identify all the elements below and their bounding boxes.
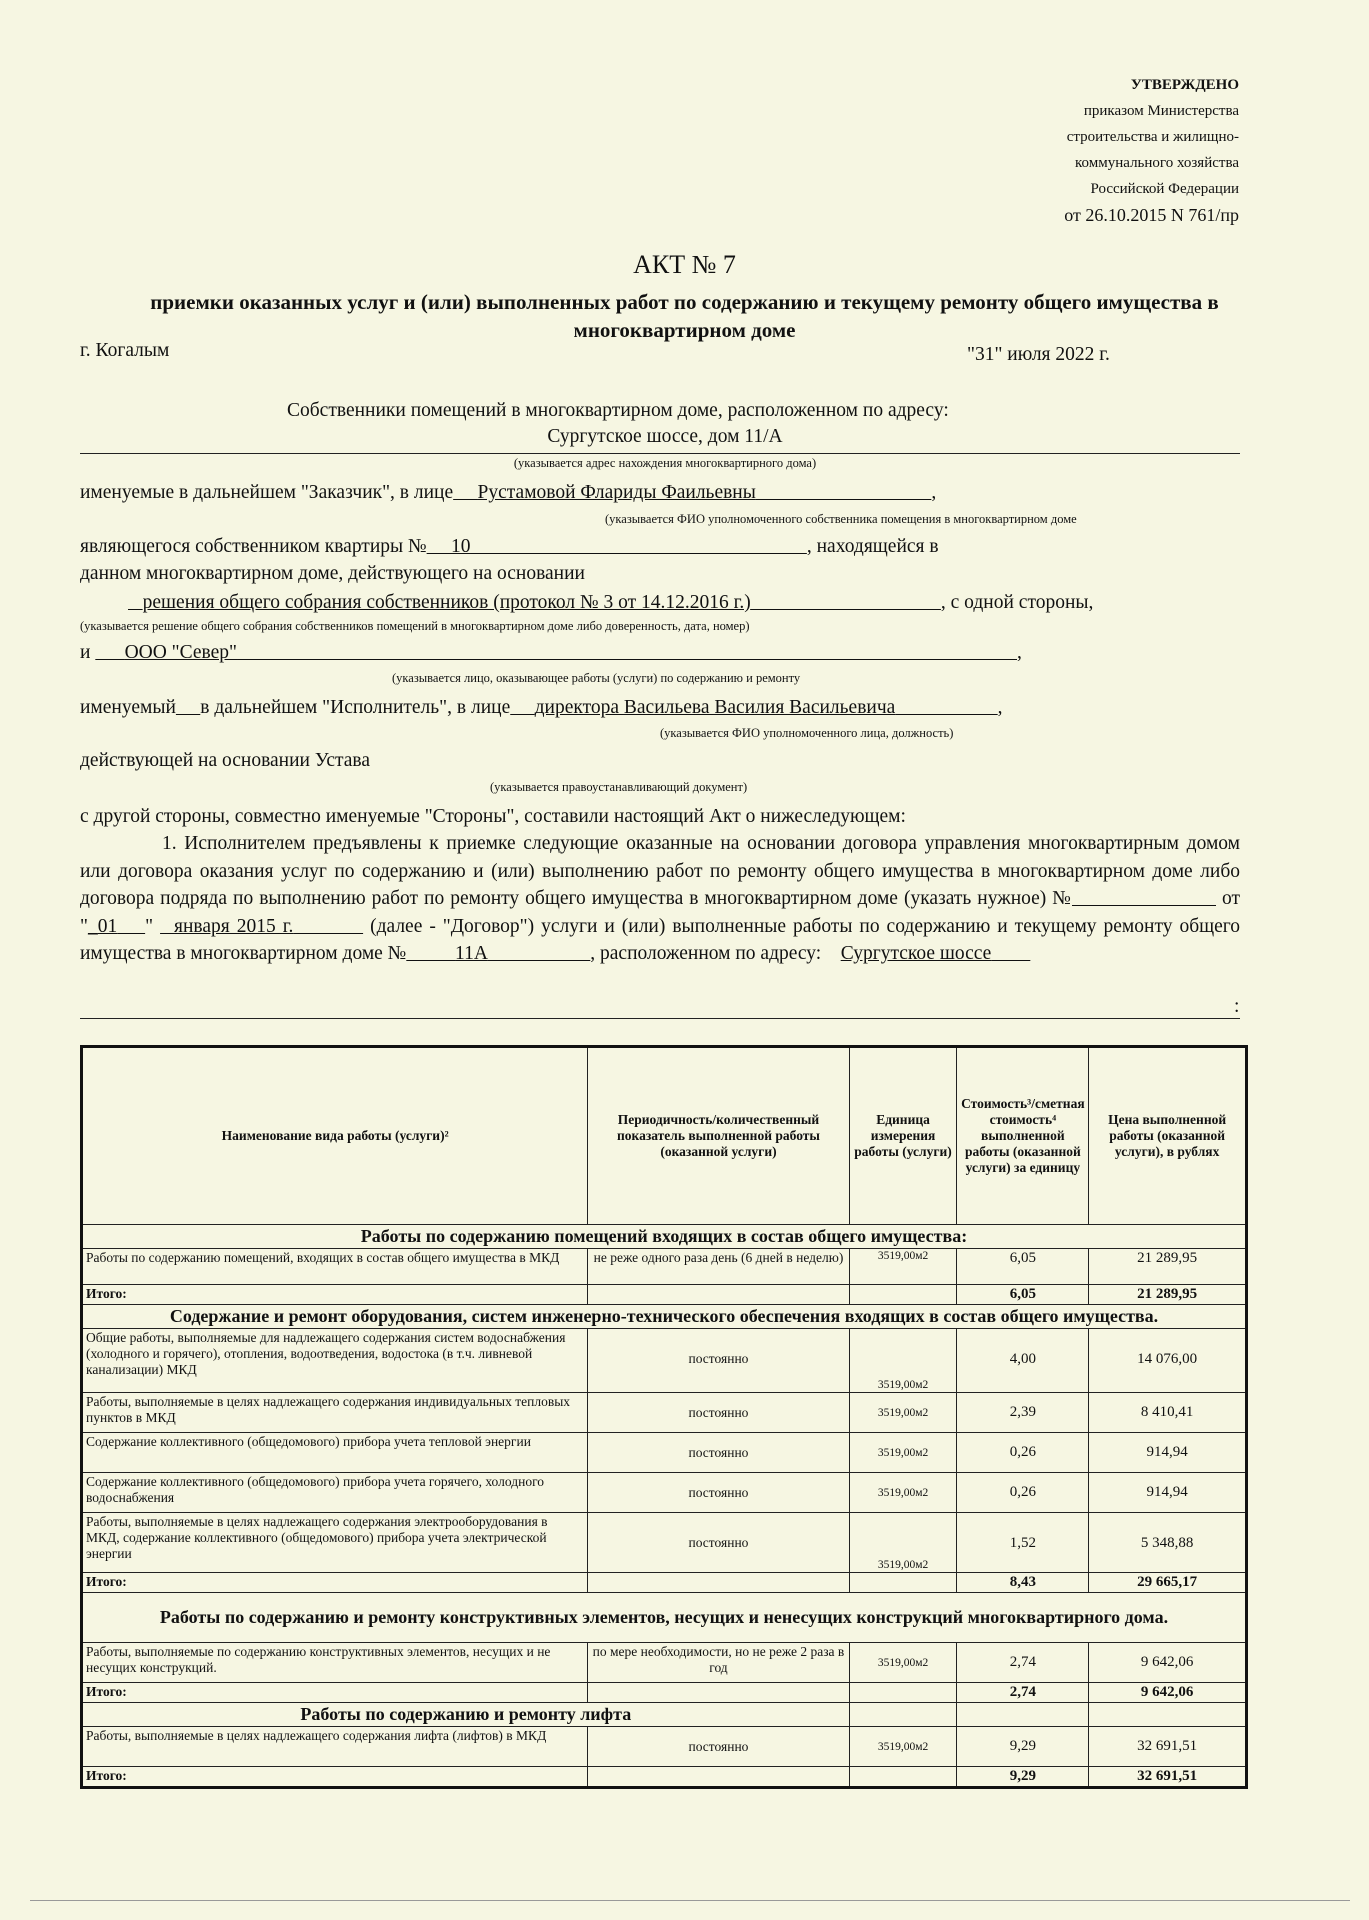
table-row: Содержание коллективного (общедомового) прибора учета горячего, холодного водоснабжения постоянно 3519,00м2 0,26 914,94 xyxy=(82,1473,1247,1513)
clause-1: 1. Исполнителем предъявлены к приемке следующие оказанные на основании договора управления многоквартирным домом или договора оказания услуг по содержанию и (или) выполнению работ по ремонту общего имущества в многоквартирном доме либо договора подряда по выполнению работ по ремонту общего имущества в многоквартирном доме (указать нужное) № от "_01 " января 2015 г. (далее - "Договор") услуги и (или) выполненные работы по содержанию и текущему ремонту общего имущества в многоквартирном доме № 11А , расположенном по адресу: Сургутское шоссе xyxy=(80,833,1241,964)
works-table xyxy=(80,1045,1248,1789)
section-title: Содержание и ремонт оборудования, систем инженерно-технического обеспечения входящих в состав общего имущества. xyxy=(82,1305,1247,1329)
act-title: АКТ № 7 xyxy=(633,250,736,279)
table-row: Работы, выполняемые в целях надлежащего содержания индивидуальных тепловых пунктов в МКД постоянно 3519,00м2 2,39 8 410,41 xyxy=(82,1393,1247,1433)
customer-basis-intro: данном многоквартирном доме, действующего на основании xyxy=(80,563,585,584)
approval-order: от 26.10.2015 N 761/пр xyxy=(1064,205,1239,225)
table-row: Общие работы, выполняемые для надлежащего содержания систем водоснабжения (холодного и горячего), отопления, водоотведения, водостока (в т.ч. ливневой канализации) МКД постоянно 3519,00м2 4,00 14 076,00 xyxy=(82,1329,1247,1393)
act-subtitle: приемки оказанных услуг и (или) выполненных работ по содержанию и текущему ремонту общего имущества в многоквартирном доме xyxy=(150,290,1219,342)
customer-line: именуемые в дальнейшем "Заказчик", в лице Рустамовой Флариды Фаильевны , xyxy=(80,482,937,503)
table-row: Содержание коллективного (общедомового) прибора учета тепловой энергии постоянно 3519,00м2 0,26 914,94 xyxy=(82,1433,1247,1473)
total-row: Итого: 9,29 32 691,51 xyxy=(82,1767,1247,1788)
other-side-line: с другой стороны, совместно именуемые "Стороны", составили настоящий Акт о нижеследующем: xyxy=(80,806,906,827)
section-title: Работы по содержанию помещений входящих в состав общего имущества: xyxy=(82,1225,1247,1249)
header-price: Цена выполненной работы (оказанной услуги), в рублях xyxy=(1089,1047,1247,1225)
contractor-basis-hint: (указывается правоустанавливающий документ) xyxy=(490,780,748,794)
total-row: Итого: 6,05 21 289,95 xyxy=(82,1285,1247,1305)
approval-line: Российской Федерации xyxy=(1090,181,1239,197)
table-row: Работы по содержанию помещений, входящих в состав общего имущества в МКД не реже одного раза день (6 дней в неделю) 3519,00м2 6,05 21 289,95 xyxy=(82,1249,1247,1285)
contractor-rep-line: именуемый в дальнейшем "Исполнитель", в лице директора Васильева Василия Васильевича , xyxy=(80,697,1003,718)
table-row: Работы, выполняемые по содержанию конструктивных элементов, несущих и не несущих конструкций. по мере необходимости, но не реже 2 раза в год 3519,00м2 2,74 9 642,06 xyxy=(82,1643,1247,1683)
approval-title: УТВЕРЖДЕНО xyxy=(1130,77,1239,93)
page-edge-line xyxy=(30,1900,1350,1901)
contractor-rep-name: директора Васильева Василия Васильевича xyxy=(534,697,896,718)
section-title: Работы по содержанию и ремонту конструктивных элементов, несущих и ненесущих конструкций многоквартирного дома. xyxy=(82,1593,1247,1643)
header-name: Наименование вида работы (услуги)² xyxy=(82,1047,588,1225)
approval-block xyxy=(1064,72,1239,228)
apartment-line: являющегося собственником квартиры № 10 , находящейся в xyxy=(80,536,939,557)
section-title: Работы по содержанию и ремонту лифта xyxy=(82,1703,850,1727)
header-unit: Единица измерения работы (услуги) xyxy=(849,1047,957,1225)
customer-prefix: именуемые в дальнейшем "Заказчик", в лице xyxy=(80,482,454,503)
table-row: Работы, выполняемые в целях надлежащего содержания лифта (лифтов) в МКД постоянно 3519,00м2 9,29 32 691,51 xyxy=(82,1727,1247,1767)
address-value: Сургутское шоссе, дом 11/А xyxy=(547,426,783,447)
act-date: "31" июля 2022 г. xyxy=(967,344,1110,365)
header-cost: Стоимость³/сметная стоимость⁴ выполненной работы (оказанной услуги) за единицу xyxy=(957,1047,1089,1225)
table-row: Работы, выполняемые в целях надлежащего содержания электрооборудования в МКД, содержание коллективного (общедомового) прибора учета электрической энергии постоянно 3519,00м2 1,52 5 348,88 xyxy=(82,1513,1247,1573)
contractor-hint: (указывается лицо, оказывающее работы (услуги) по содержанию и ремонту xyxy=(392,671,801,685)
approval-line: приказом Министерства xyxy=(1083,103,1239,119)
clause-colon: : xyxy=(1234,996,1240,1017)
customer-basis-hint: (указывается решение общего собрания собственников помещений в многоквартирном доме либо доверенность, дата, номер) xyxy=(80,619,750,633)
owners-line: Собственники помещений в многоквартирном доме, расположенном по адресу: xyxy=(287,400,949,421)
customer-basis: решения общего собрания собственников (протокол № 3 от 14.12.2016 г.) xyxy=(142,592,751,613)
approval-line: строительства и жилищно- xyxy=(1066,129,1239,145)
header-period: Периодичность/количественный показатель выполненной работы (оказанной услуги) xyxy=(588,1047,849,1225)
total-row: Итого: 2,74 9 642,06 xyxy=(82,1683,1247,1703)
contractor-name: ООО "Север" xyxy=(124,642,238,663)
apartment-number: 10 xyxy=(450,536,471,557)
customer-basis-line: решения общего собрания собственников (протокол № 3 от 14.12.2016 г.) , с одной стороны, xyxy=(128,592,1093,614)
city: г. Когалым xyxy=(80,340,170,361)
contractor-rep-hint: (указывается ФИО уполномоченного лица, должность) xyxy=(660,726,954,740)
approval-line: коммунального хозяйства xyxy=(1075,155,1239,171)
customer-name: Рустамовой Флариды Фаильевны xyxy=(477,482,756,503)
contractor-line: и ООО "Север" , xyxy=(80,642,1022,663)
address-hint: (указывается адрес нахождения многоквартирного дома) xyxy=(513,456,817,470)
customer-hint: (указывается ФИО уполномоченного собственника помещения в многоквартирном доме xyxy=(605,512,1077,526)
total-row: Итого: 8,43 29 665,17 xyxy=(82,1573,1247,1593)
contractor-basis: действующей на основании Устава xyxy=(80,750,370,771)
